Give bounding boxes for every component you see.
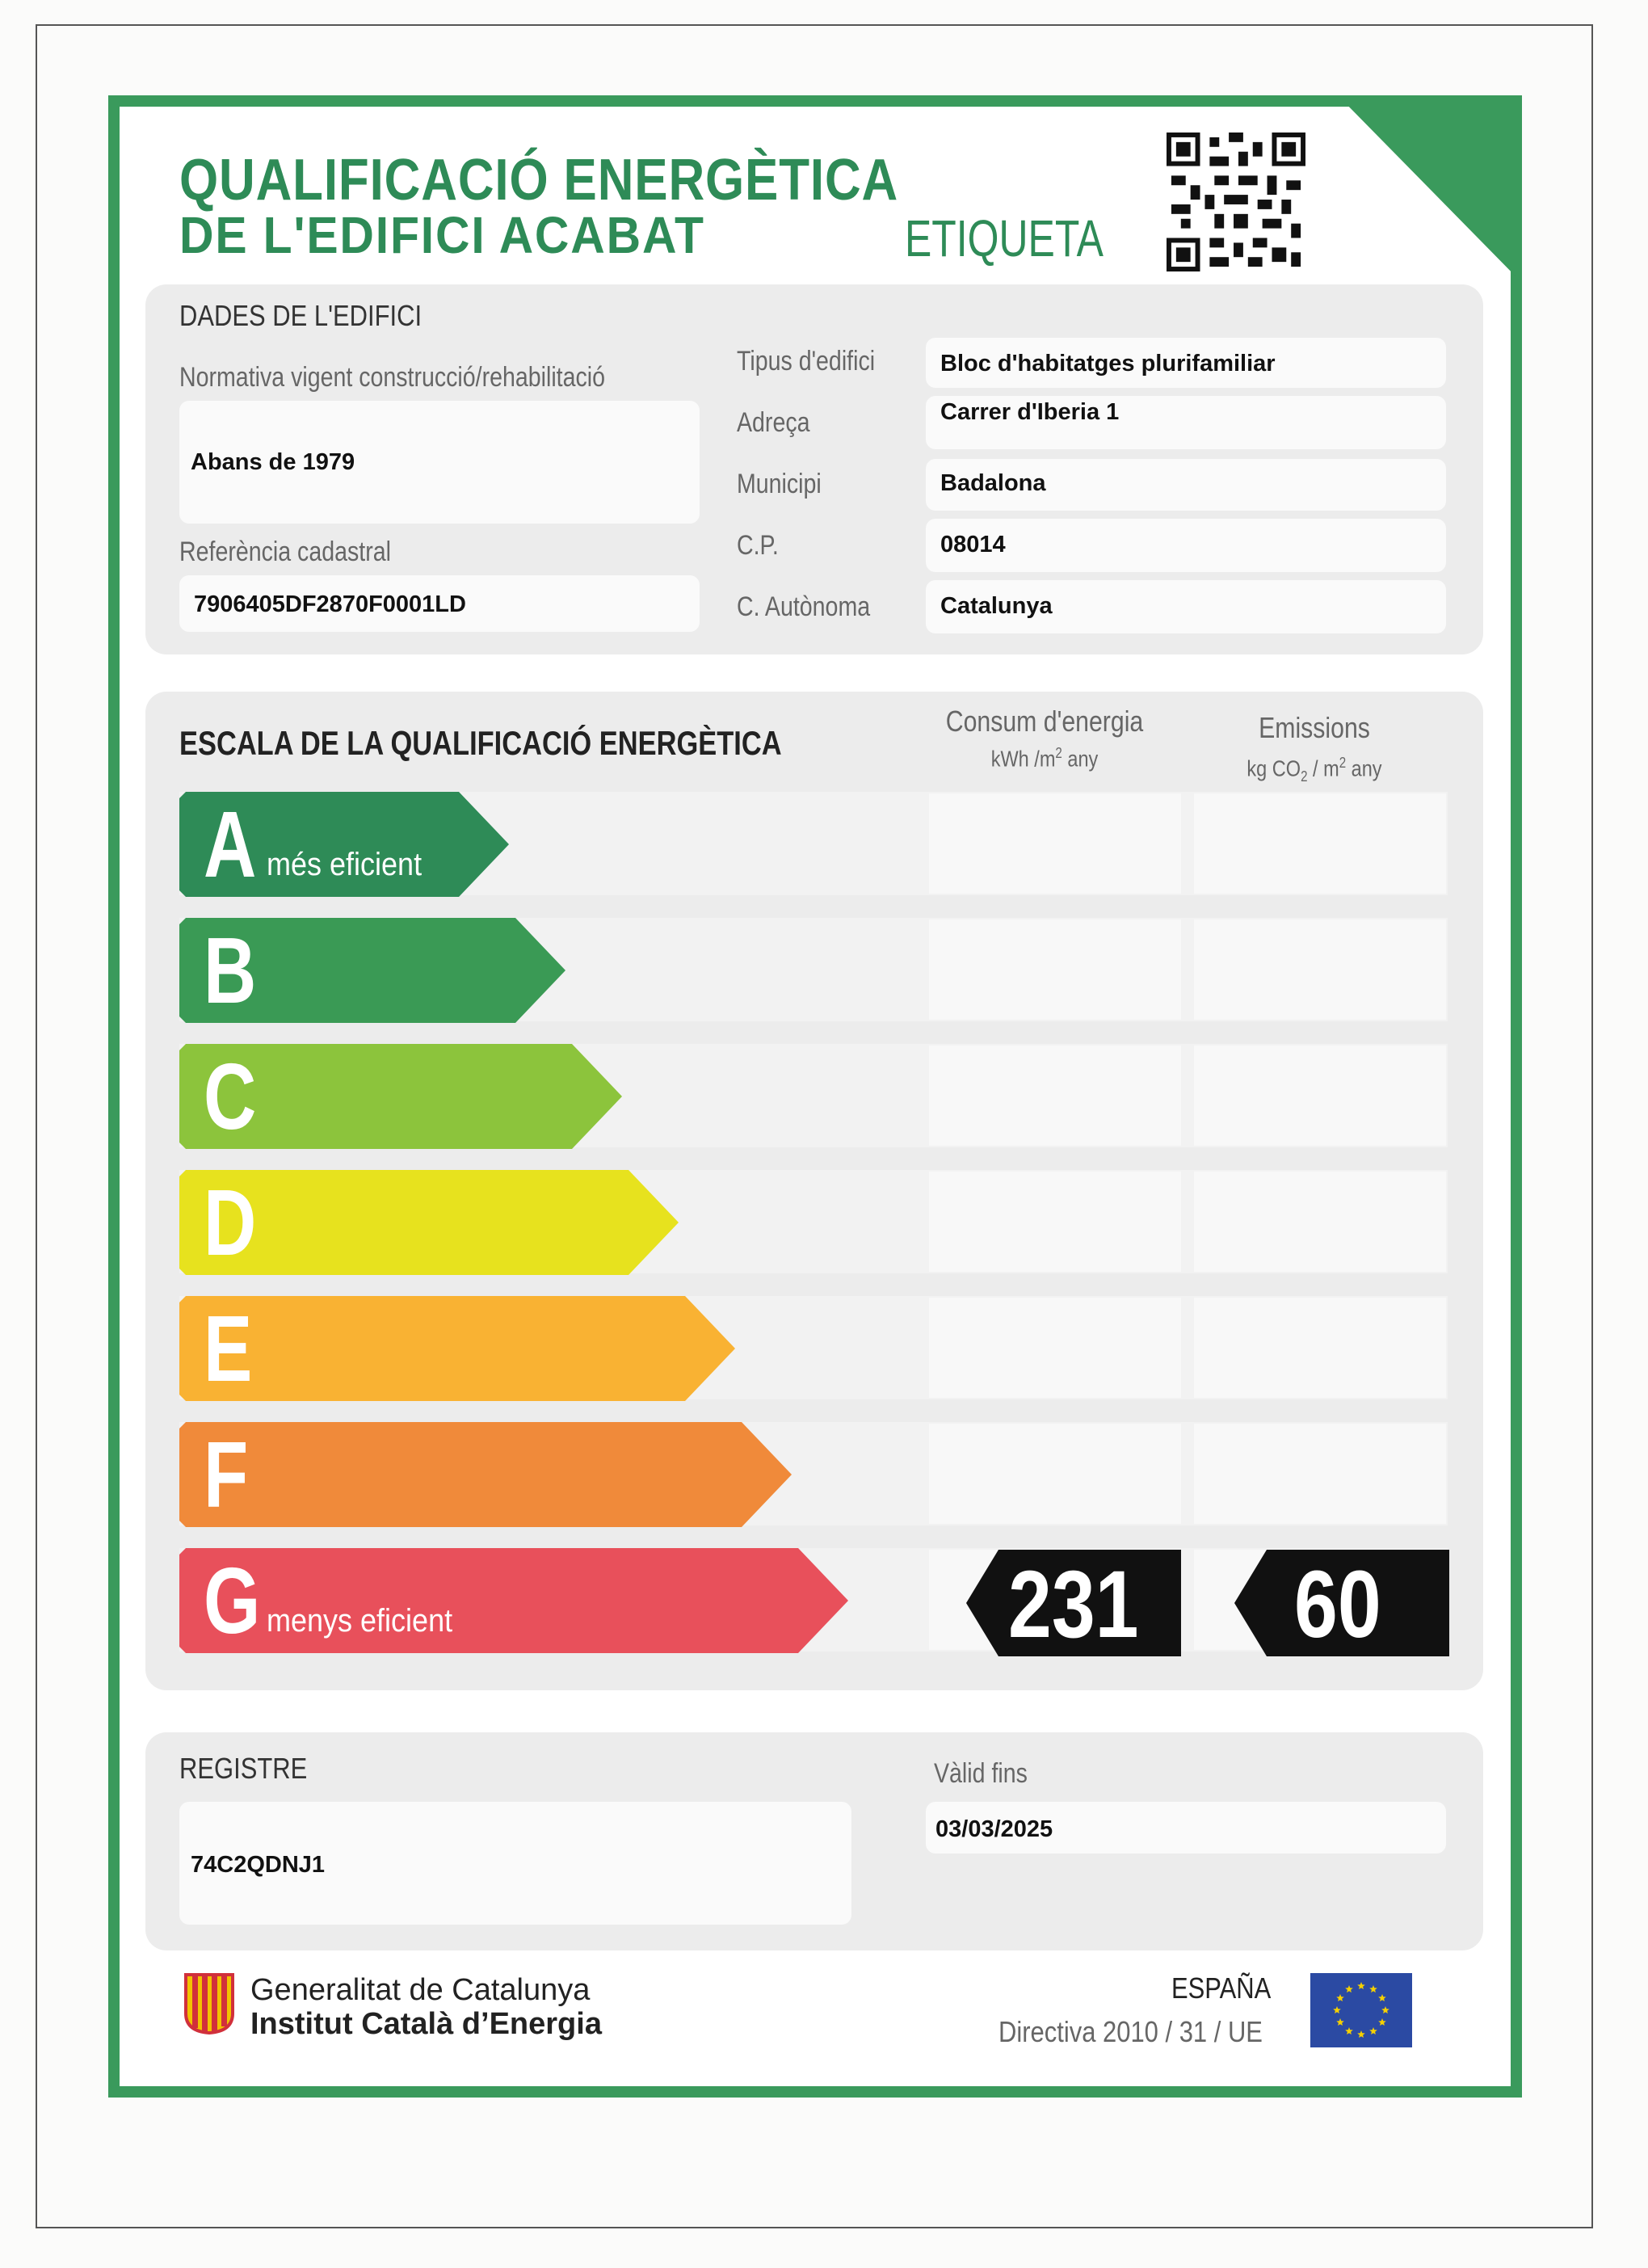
eu-flag-icon [1310,1973,1412,2047]
class-letter: D [204,1170,257,1275]
class-letter: B [204,918,257,1023]
emissions-header: Emissions [1259,711,1370,744]
class-letter: C [204,1044,257,1149]
adreca-label: Adreça [737,407,810,438]
emissions-cell [1194,793,1446,894]
class-arrow-d [179,1170,679,1275]
class-arrow-b [179,918,565,1023]
class-arrow-shape [179,1422,792,1527]
consum-unit [938,745,1151,772]
class-letter: E [204,1296,253,1401]
normativa-label: Normativa vigent construcció/rehabilitació [179,362,606,393]
emissions-unit-sub: 2 [1301,768,1308,785]
class-letter: G [204,1548,261,1653]
municipi-value: Badalona [940,470,1046,496]
consum-cell [929,793,1181,894]
emissions-cell [1194,1172,1446,1272]
consum-unit-text: kWh /m [990,746,1056,772]
consum-unit-any: any [1062,746,1099,772]
class-subtitle: més eficient [267,847,423,882]
generalitat-name: Generalitat de Catalunya [250,1973,591,2007]
tipus-value: Bloc d'habitatges plurifamiliar [940,351,1276,377]
registre-value: 74C2QDNJ1 [191,1852,326,1878]
class-arrow-a [179,792,509,897]
consum-cell [929,1046,1181,1146]
emissions-cell [1194,1046,1446,1146]
scale-title: ESCALA DE LA QUALIFICACIÓ ENERGÈTICA [179,724,782,762]
class-arrow-f [179,1422,792,1527]
autonoma-label: C. Autònoma [737,591,871,622]
emissions-unit-m: / m [1307,755,1339,781]
referencia-label: Referència cadastral [179,536,391,567]
generalitat-logo-icon [183,1971,236,2034]
directiva-label: Directiva 2010 / 31 / UE [998,2015,1263,2048]
valid-value: 03/03/2025 [935,1816,1053,1842]
class-arrow-shape [179,1296,735,1401]
emissions-cell [1194,1298,1446,1398]
emissions-badge [1234,1550,1449,1656]
registre-label: REGISTRE [179,1752,308,1785]
corner-decoration [1338,95,1522,283]
class-arrow-g [179,1548,848,1653]
cp-label: C.P. [737,530,779,561]
municipi-label: Municipi [737,469,822,499]
emissions-unit-sup: 2 [1339,755,1347,771]
class-arrow-c [179,1044,622,1149]
emissions-unit [1208,755,1421,785]
qr-code-icon[interactable] [1167,133,1305,271]
class-letter: A [204,792,257,897]
consum-unit-sup: 2 [1055,745,1062,761]
autonoma-value: Catalunya [940,593,1053,619]
valid-label: Vàlid fins [934,1758,1028,1789]
emissions-cell [1194,1424,1446,1524]
referencia-value: 7906405DF2870F0001LD [194,591,466,617]
consum-badge [966,1550,1181,1656]
consum-value: 231 [1008,1551,1139,1658]
emissions-unit-any: any [1346,755,1382,781]
emissions-unit-text: kg CO [1247,755,1301,781]
building-section-title: DADES DE L'EDIFICI [179,299,423,332]
consum-cell [929,919,1181,1020]
title-line1: QUALIFICACIÓ ENERGÈTICA [179,148,899,212]
class-subtitle: menys eficient [267,1603,453,1639]
consum-cell [929,1298,1181,1398]
consum-cell [929,1172,1181,1272]
emissions-cell [1194,919,1446,1020]
espana-label: ESPAÑA [1171,1971,1272,2005]
icaen-name: Institut Català d’Energia [250,2007,602,2041]
cp-value: 08014 [940,532,1006,558]
class-letter: F [204,1422,249,1527]
normativa-value: Abans de 1979 [191,449,355,475]
etiqueta-label: ETIQUETA [905,209,1104,267]
consum-cell [929,1424,1181,1524]
consum-header: Consum d'energia [945,705,1144,738]
title-line2: DE L'EDIFICI ACABAT [179,206,705,264]
emissions-value: 60 [1294,1551,1381,1658]
adreca-value: Carrer d'Iberia 1 [940,399,1120,425]
class-arrow-e [179,1296,735,1401]
tipus-label: Tipus d'edifici [737,346,876,377]
